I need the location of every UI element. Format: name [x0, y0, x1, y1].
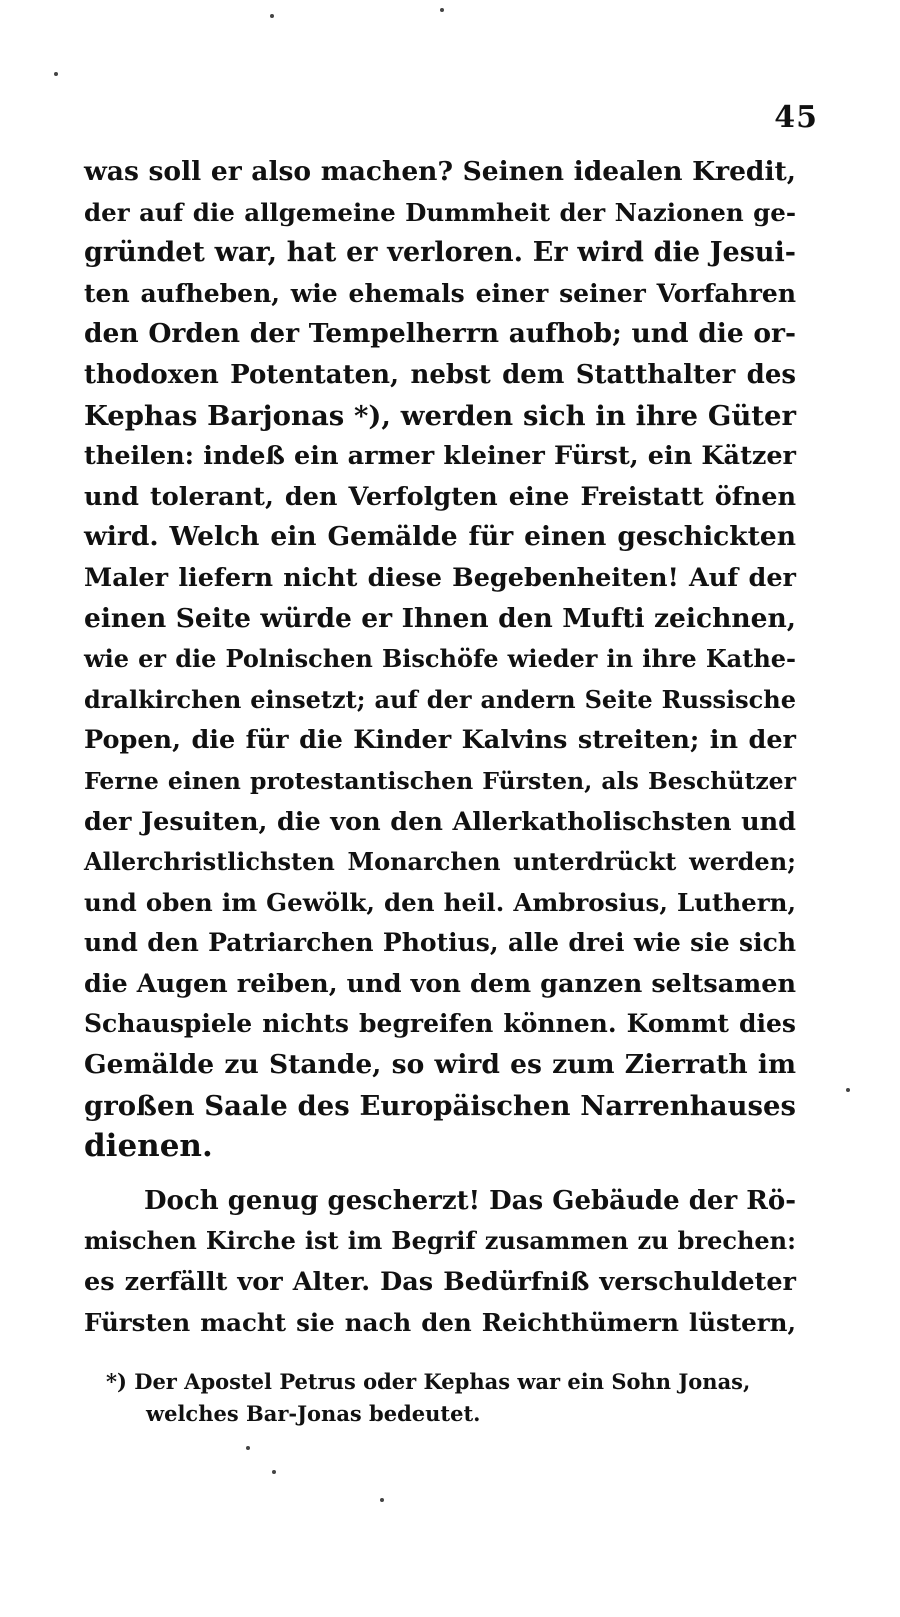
text-line: und oben im Gewölk, den heil. Ambrosius, Luthern,: [84, 887, 796, 917]
text-line: großen Saale des Europäischen Narrenhauses: [84, 1089, 796, 1122]
text-line: einen Seite würde er Ihnen den Mufti zeichnen,: [84, 602, 796, 634]
text-line: Maler liefern nicht diese Begebenheiten! Auf der: [84, 562, 796, 593]
page-number: 45: [774, 100, 818, 135]
paper-speck: [846, 1088, 850, 1092]
text-line: mischen Kirche ist im Begrif zusammen zu brechen:: [84, 1226, 796, 1256]
text-line: und tolerant, den Verfolgten eine Freistatt öfnen: [84, 481, 796, 512]
text-line: gründet war, hat er verloren. Er wird die Jesui-: [84, 237, 796, 269]
text-line: Allerchristlichsten Monarchen unterdrückt werden;: [84, 847, 796, 877]
text-line: Fürsten macht sie nach den Reichthümern lüstern,: [84, 1307, 796, 1337]
paper-speck: [246, 1446, 250, 1450]
paragraph-gap: [84, 1167, 796, 1181]
text-line: Doch genug gescherzt! Das Gebäude der Rö-: [144, 1185, 796, 1216]
text-line: Gemälde zu Stande, so wird es zum Zierrath im: [84, 1049, 796, 1081]
text-line: ten aufheben, wie ehemals einer seiner Vorfahren: [84, 278, 796, 308]
paper-speck: [440, 8, 444, 12]
paper-speck: [54, 72, 58, 76]
text-line: Kephas Barjonas *), werden sich in ihre Güter: [84, 399, 796, 432]
text-line: und den Patriarchen Photius, alle drei wie sie sich: [84, 928, 796, 958]
text-line: der Jesuiten, die von den Allerkatholischsten und: [84, 806, 796, 837]
footnote-line: welches Bar-Jonas bedeutet.: [146, 1401, 481, 1426]
footnote-line: *) Der Apostel Petrus oder Kephas war ein Sohn Jonas,: [106, 1369, 751, 1394]
text-line: wie er die Polnischen Bischöfe wieder in ihre Kathe-: [84, 644, 796, 674]
text-line: thodoxen Potentaten, nebst dem Statthalter des: [84, 359, 796, 390]
text-line: Popen, die für die Kinder Kalvins streiten; in der: [84, 725, 796, 756]
paper-speck: [270, 14, 274, 18]
text-line: es zerfällt vor Alter. Das Bedürfniß verschuldeter: [84, 1267, 796, 1298]
text-line: die Augen reiben, und von dem ganzen seltsamen: [84, 968, 796, 999]
text-line: wird. Welch ein Gemälde für einen geschickten: [84, 521, 796, 553]
text-line: dralkirchen einsetzt; auf der andern Seite Russische: [84, 684, 796, 714]
text-line: den Orden der Tempelherrn aufhob; und die or-: [84, 318, 796, 350]
text-line: Schauspiele nichts begreifen können. Kommt dies: [84, 1009, 796, 1039]
paper-speck: [272, 1470, 276, 1474]
text-line: dienen.: [84, 1128, 213, 1165]
body-text: [84, 152, 796, 1343]
paper-speck: [380, 1498, 384, 1502]
text-line: Ferne einen protestantischen Fürsten, als Beschützer: [84, 766, 796, 795]
text-line: was soll er also machen? Seinen idealen Kredit,: [84, 156, 796, 187]
text-line: der auf die allgemeine Dummheit der Nazionen ge-: [84, 197, 796, 227]
text-line: theilen: indeß ein armer kleiner Fürst, ein Kätzer: [84, 441, 796, 472]
footnote: [106, 1366, 790, 1430]
